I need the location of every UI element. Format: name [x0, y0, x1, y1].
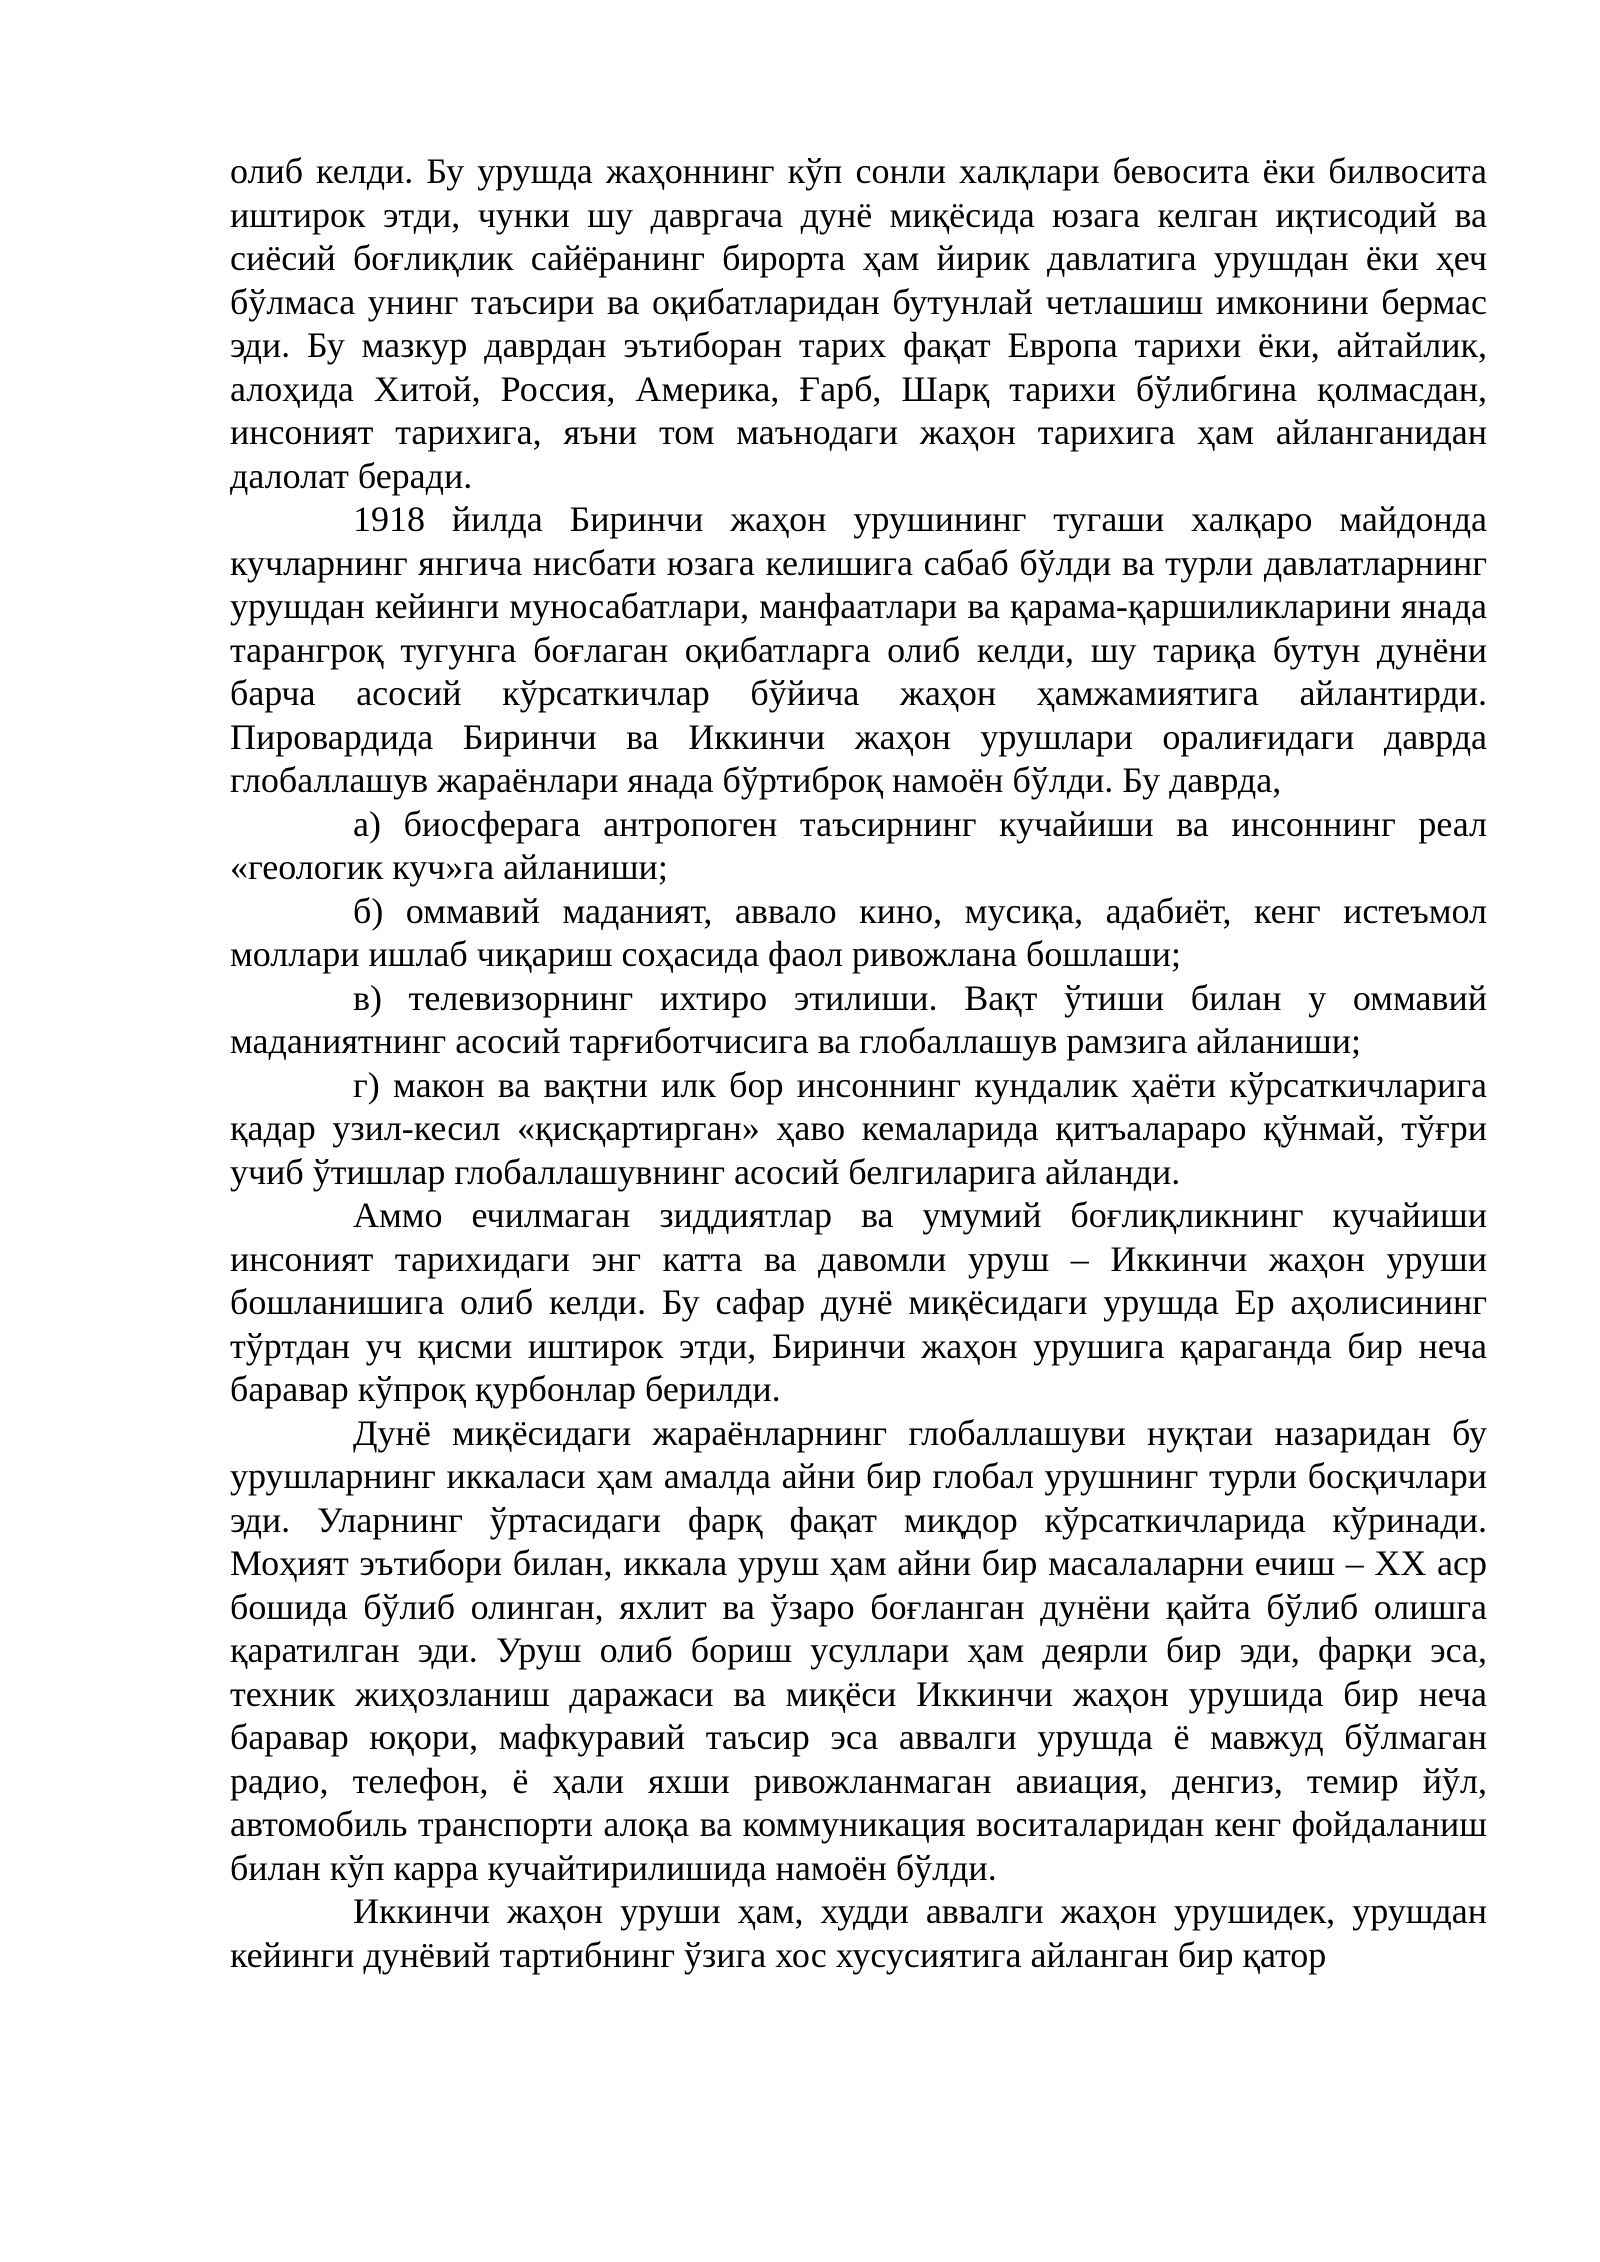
list-item-g: г) макон ва вақтни илк бор инсоннинг кундалик ҳаёти кўрсаткичларига қадар узил-кесил «қисқартирган» ҳаво кемаларида қитъалараро қўнмай, тўғри учиб ўтишлар глобаллашувнинг асосий белгиларига айланди.	[230, 1064, 1487, 1192]
paragraph-4: Дунё миқёсидаги жараёнларнинг глобаллашуви нуқтаи назаридан бу урушларнинг иккаласи ҳам амалда айни бир глобал урушнинг турли босқичлари эди. Уларнинг ўртасидаги фарқ фақат миқдор кўрсаткичларида кўринади. Моҳият эътибори билан, иккала уруш ҳам айни бир масалаларни ечиш – XX аср бошида бўлиб олинган, яхлит ва ўзаро боғланган дунёни қайта бўлиб олишга қаратилган эди. Уруш олиб бориш усуллари ҳам деярли бир эди, фарқи эса, техник жиҳозланиш даражаси ва миқёси Иккинчи жаҳон урушида бир неча баравар юқори, мафкуравий таъсир эса аввалги урушда ё мавжуд бўлмаган радио, телефон, ё ҳали яхши ривожланмаган авиация, денгиз, темир йўл, автомобиль транспорти алоқа ва коммуникация воситаларидан кенг фойдаланиш билан кўп карра кучайтирилишида намоён бўлди.	[230, 1412, 1487, 1888]
document-page	[230, 150, 1487, 1977]
list-item-v: в) телевизорнинг ихтиро этилиши. Вақт ўтиши билан у оммавий маданиятнинг асосий тарғиботчисига ва глобаллашув рамзига айланиши;	[230, 977, 1487, 1061]
paragraph-2: 1918 йилда Биринчи жаҳон урушининг тугаши халқаро майдонда кучларнинг янгича нисбати юзага келишига сабаб бўлди ва турли давлатларнинг урушдан кейинги муносабатлари, манфаатлари ва қарама-қаршиликларини янада тарангроқ тугунга боғлаган оқибатларга олиб келди, шу тариқа бутун дунёни барча асосий кўрсаткичлар бўйича жаҳон ҳамжамиятига айлантирди. Пировардида Биринчи ва Иккинчи жаҳон урушлари оралиғидаги даврда глобаллашув жараёнлари янада бўртиброқ намоён бўлди. Бу даврда,	[230, 499, 1487, 800]
list-item-a: а) биосферага антропоген таъсирнинг кучайиши ва инсоннинг реал «геологик куч»га айланиши;	[230, 803, 1487, 887]
list-item-b: б) оммавий маданият, аввало кино, мусиқа, адабиёт, кенг истеъмол моллари ишлаб чиқариш соҳасида фаол ривожлана бошлаши;	[230, 890, 1487, 974]
paragraph-3: Аммо ечилмаган зиддиятлар ва умумий боғлиқликнинг кучайиши инсоният тарихидаги энг катта ва давомли уруш – Иккинчи жаҳон уруши бошланишига олиб келди. Бу сафар дунё миқёсидаги урушда Ер аҳолисининг тўртдан уч қисми иштирок этди, Биринчи жаҳон урушига қараганда бир неча баравар кўпроқ қурбонлар берилди.	[230, 1195, 1487, 1409]
paragraph-1: олиб келди. Бу урушда жаҳоннинг кўп сонли халқлари бевосита ёки билвосита иштирок этди, чунки шу давргача дунё миқёсида юзага келган иқтисодий ва сиёсий боғлиқлик сайёранинг бирорта ҳам йирик давлатига урушдан ёки ҳеч бўлмаса унинг таъсири ва оқибатларидан бутунлай четлашиш имконини бермас эди. Бу мазкур даврдан эътиборан тарих фақат Европа тарихи ёки, айтайлик, алоҳида Хитой, Россия, Америка, Ғарб, Шарқ тарихи бўлибгина қолмасдан, инсоният тарихига, яъни том маънодаги жаҳон тарихига ҳам айланганидан далолат беради.	[230, 151, 1487, 496]
paragraph-5: Иккинчи жаҳон уруши ҳам, худди аввалги жаҳон урушидек, урушдан кейинги дунёвий тартибнинг ўзига хос хусусиятига айланган бир қатор	[230, 1891, 1487, 1975]
